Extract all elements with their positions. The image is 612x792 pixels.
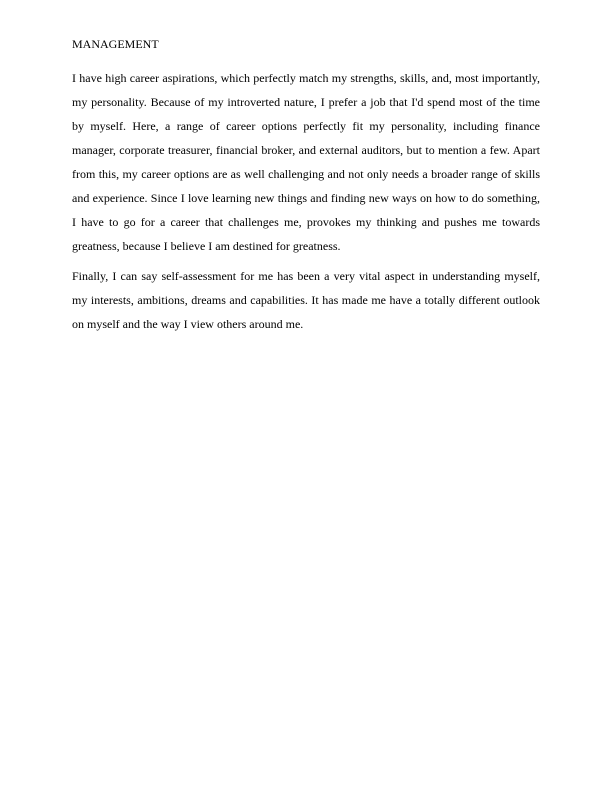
paragraph-self-assessment: Finally, I can say self-assessment for me has been a very vital aspect in understanding myself, my interests, ambitions, dreams and capabilities. It has made me have a totally different outlook on myself and the way I view others around me. (72, 269, 540, 331)
body-text (72, 66, 540, 342)
running-head: MANAGEMENT (72, 37, 159, 51)
paragraph-career-aspirations: I have high career aspirations, which perfectly match my strengths, skills, and, most importantly, my personality. Because of my introverted nature, I prefer a job that I'd spend most of the time by myself. Here, a range of career options perfectly fit my personality, including finance manager, corporate treasurer, financial broker, and external auditors, but to mention a few. Apart from this, my career options are as well challenging and not only needs a broader range of skills and experience. Since I love learning new things and finding new ways on how to do something, I have to go for a career that challenges me, provokes my thinking and pushes me towards greatness, because I believe I am destined for greatness. (72, 71, 540, 253)
